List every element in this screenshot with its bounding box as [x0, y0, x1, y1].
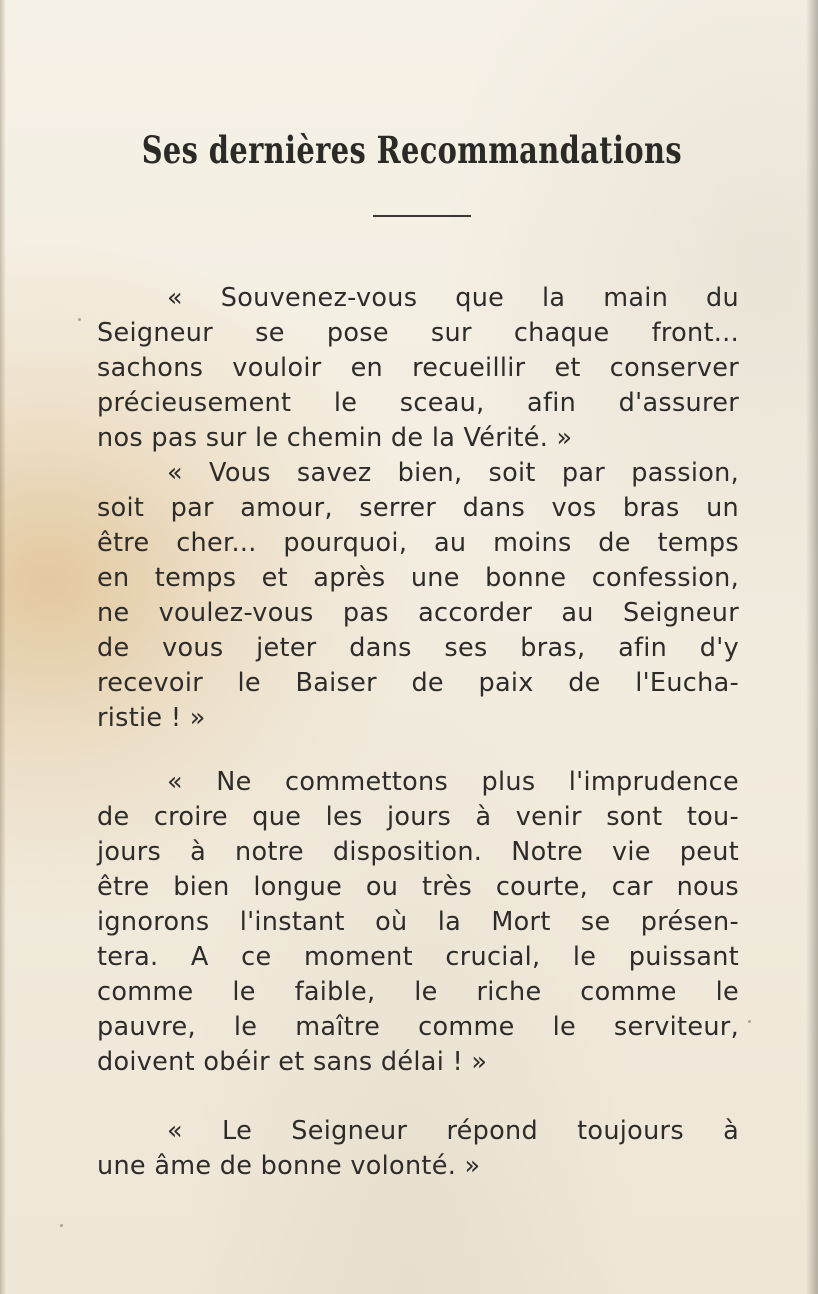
text-block-4	[97, 1114, 739, 1184]
paper-speck	[78, 318, 81, 321]
paragraph-2-line: ristie ! »	[97, 703, 206, 733]
text-block-1	[97, 281, 739, 736]
paper-speck	[748, 1020, 751, 1023]
paragraph-3-line: doivent obéir et sans délai ! »	[97, 1047, 488, 1077]
paper-left-edge	[0, 0, 6, 1294]
paragraph-4-line: « Le Seigneur répond toujours à	[167, 1116, 739, 1146]
paragraph-2-line: « Vous savez bien, soit par passion,	[167, 458, 739, 488]
paragraph-1-line: sachons vouloir en recueillir et conserver	[97, 353, 739, 383]
paragraph-2-line: être cher... pourquoi, au moins de temps	[97, 528, 739, 558]
paragraph-3-line: être bien longue ou très courte, car nous	[97, 872, 739, 902]
paragraph-1-line: nos pas sur le chemin de la Vérité. »	[97, 423, 573, 453]
paper-right-edge	[806, 0, 818, 1294]
paragraph-3-line: ignorons l'instant où la Mort se présen-	[97, 907, 739, 937]
title-divider	[373, 215, 471, 217]
paragraph-2-line: en temps et après une bonne confession,	[97, 563, 739, 593]
text-block-3	[97, 765, 739, 1080]
paper-speck	[60, 1224, 63, 1227]
paragraph-3-line: pauvre, le maître comme le serviteur,	[97, 1012, 739, 1042]
paragraph-4-line: une âme de bonne volonté. »	[97, 1151, 481, 1181]
paragraph-2-line: de vous jeter dans ses bras, afin d'y	[97, 633, 739, 663]
paragraph-3-line: « Ne commettons plus l'imprudence	[167, 767, 739, 797]
paragraph-3-line: comme le faible, le riche comme le	[97, 977, 739, 1007]
paragraph-1-line: précieusement le sceau, afin d'assurer	[97, 388, 739, 418]
paragraph-1-line: Seigneur se pose sur chaque front...	[97, 318, 739, 348]
page-title: Ses dernières Recommandations	[141, 128, 683, 172]
paragraph-3-line: tera. A ce moment crucial, le puissant	[97, 942, 739, 972]
paragraph-3-line: jours à notre disposition. Notre vie peut	[97, 837, 739, 867]
paragraph-1-line: « Souvenez-vous que la main du	[167, 283, 739, 313]
paragraph-2-line: recevoir le Baiser de paix de l'Eucha-	[97, 668, 739, 698]
paragraph-2-line: soit par amour, serrer dans vos bras un	[97, 493, 739, 523]
paragraph-3-line: de croire que les jours à venir sont tou-	[97, 802, 739, 832]
paragraph-2-line: ne voulez-vous pas accorder au Seigneur	[97, 598, 739, 628]
